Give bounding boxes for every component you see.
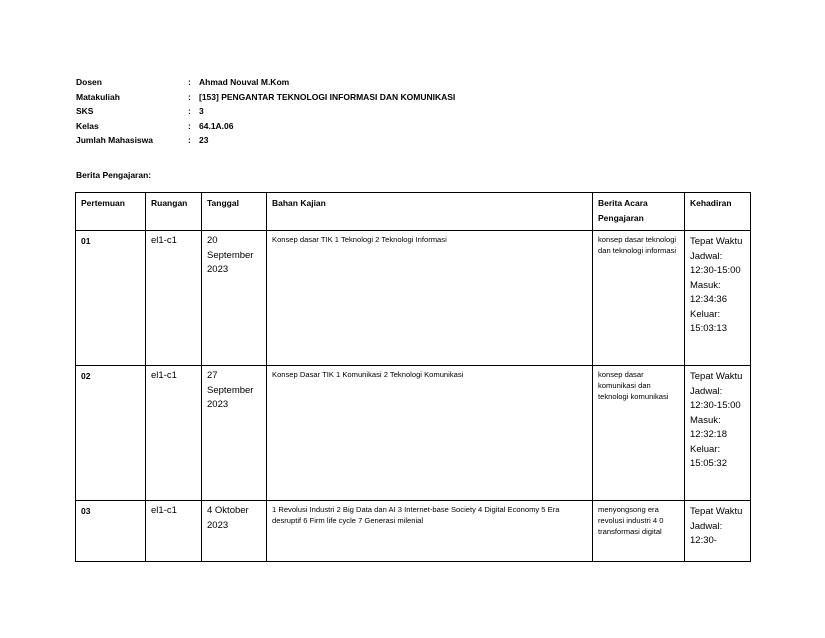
info-label: Matakuliah <box>76 91 120 102</box>
cell-bahan-kajian: Konsep dasar TIK 1 Teknologi 2 Teknologi Informasi <box>267 231 593 366</box>
info-colon: : <box>188 77 191 87</box>
info-value: 64.1A.06 <box>199 120 234 131</box>
cell-kehadiran: Tepat Waktu Jadwal: 12:30-15:00 Masuk: 12:32:18 Keluar: 15:05:32 <box>685 366 751 501</box>
info-row-jumlah-mahasiswa <box>76 133 455 148</box>
course-info <box>76 75 455 148</box>
info-label: SKS <box>76 106 94 116</box>
info-label: Jumlah Mahasiswa <box>76 135 154 145</box>
cell-ruangan: el1-c1 <box>146 231 202 366</box>
cell-kehadiran: Tepat Waktu Jadwal: 12:30-15:00 Masuk: 12:34:36 Keluar: 15:03:13 <box>685 231 751 366</box>
cell-bahan-kajian: 1 Revolusi Industri 2 Big Data dan AI 3 Internet-base Society 4 Digital Economy 5 Era desruptif 6 Firm life cycle 7 Generasi milenial <box>267 501 593 562</box>
info-colon: : <box>188 120 191 131</box>
cell-berita-acara: konsep dasar teknologi dan teknologi informasi <box>593 231 685 366</box>
cell-tanggal: 20 September 2023 <box>202 231 267 366</box>
cell-bahan-kajian: Konsep Dasar TIK 1 Komunikasi 2 Teknologi Komunikasi <box>267 366 593 501</box>
teaching-report-table <box>75 192 751 562</box>
info-row-matakuliah <box>76 90 455 105</box>
info-row-sks <box>76 104 455 119</box>
info-label: Kelas <box>76 120 99 131</box>
info-row-dosen <box>76 75 455 90</box>
header-kehadiran: Kehadiran <box>685 193 751 231</box>
cell-pertemuan: 02 <box>76 366 146 501</box>
cell-pertemuan: 01 <box>76 231 146 366</box>
section-title: Berita Pengajaran: <box>76 170 152 180</box>
info-value: 23 <box>199 135 209 145</box>
cell-ruangan: el1-c1 <box>146 366 202 501</box>
header-tanggal: Tanggal <box>202 193 267 231</box>
header-berita-acara: Berita Acara Pengajaran <box>593 193 685 231</box>
table-row <box>76 501 751 562</box>
table-row <box>76 366 751 501</box>
header-ruangan: Ruangan <box>146 193 202 231</box>
table-header-row <box>76 193 751 231</box>
cell-ruangan: el1-c1 <box>146 501 202 562</box>
cell-berita-acara: konsep dasar komunikasi dan teknologi komunikasi <box>593 366 685 501</box>
info-value: Ahmad Nouval M.Kom <box>199 77 290 87</box>
cell-pertemuan: 03 <box>76 501 146 562</box>
info-value: [153] PENGANTAR TEKNOLOGI INFORMASI DAN KOMUNIKASI <box>199 91 456 102</box>
header-pertemuan: Pertemuan <box>76 193 146 231</box>
cell-berita-acara: menyongsong era revolusi industri 4 0 transformasi digital <box>593 501 685 562</box>
cell-tanggal: 27 September 2023 <box>202 366 267 501</box>
cell-kehadiran: Tepat Waktu Jadwal: 12:30- <box>685 501 751 562</box>
cell-tanggal: 4 Oktober 2023 <box>202 501 267 562</box>
info-colon: : <box>188 135 191 145</box>
info-colon: : <box>188 91 191 102</box>
info-colon: : <box>188 106 191 116</box>
header-bahan-kajian: Bahan Kajian <box>267 193 593 231</box>
info-row-kelas <box>76 119 455 134</box>
table-row <box>76 231 751 366</box>
info-value: 3 <box>199 106 204 116</box>
info-label: Dosen <box>76 77 102 87</box>
